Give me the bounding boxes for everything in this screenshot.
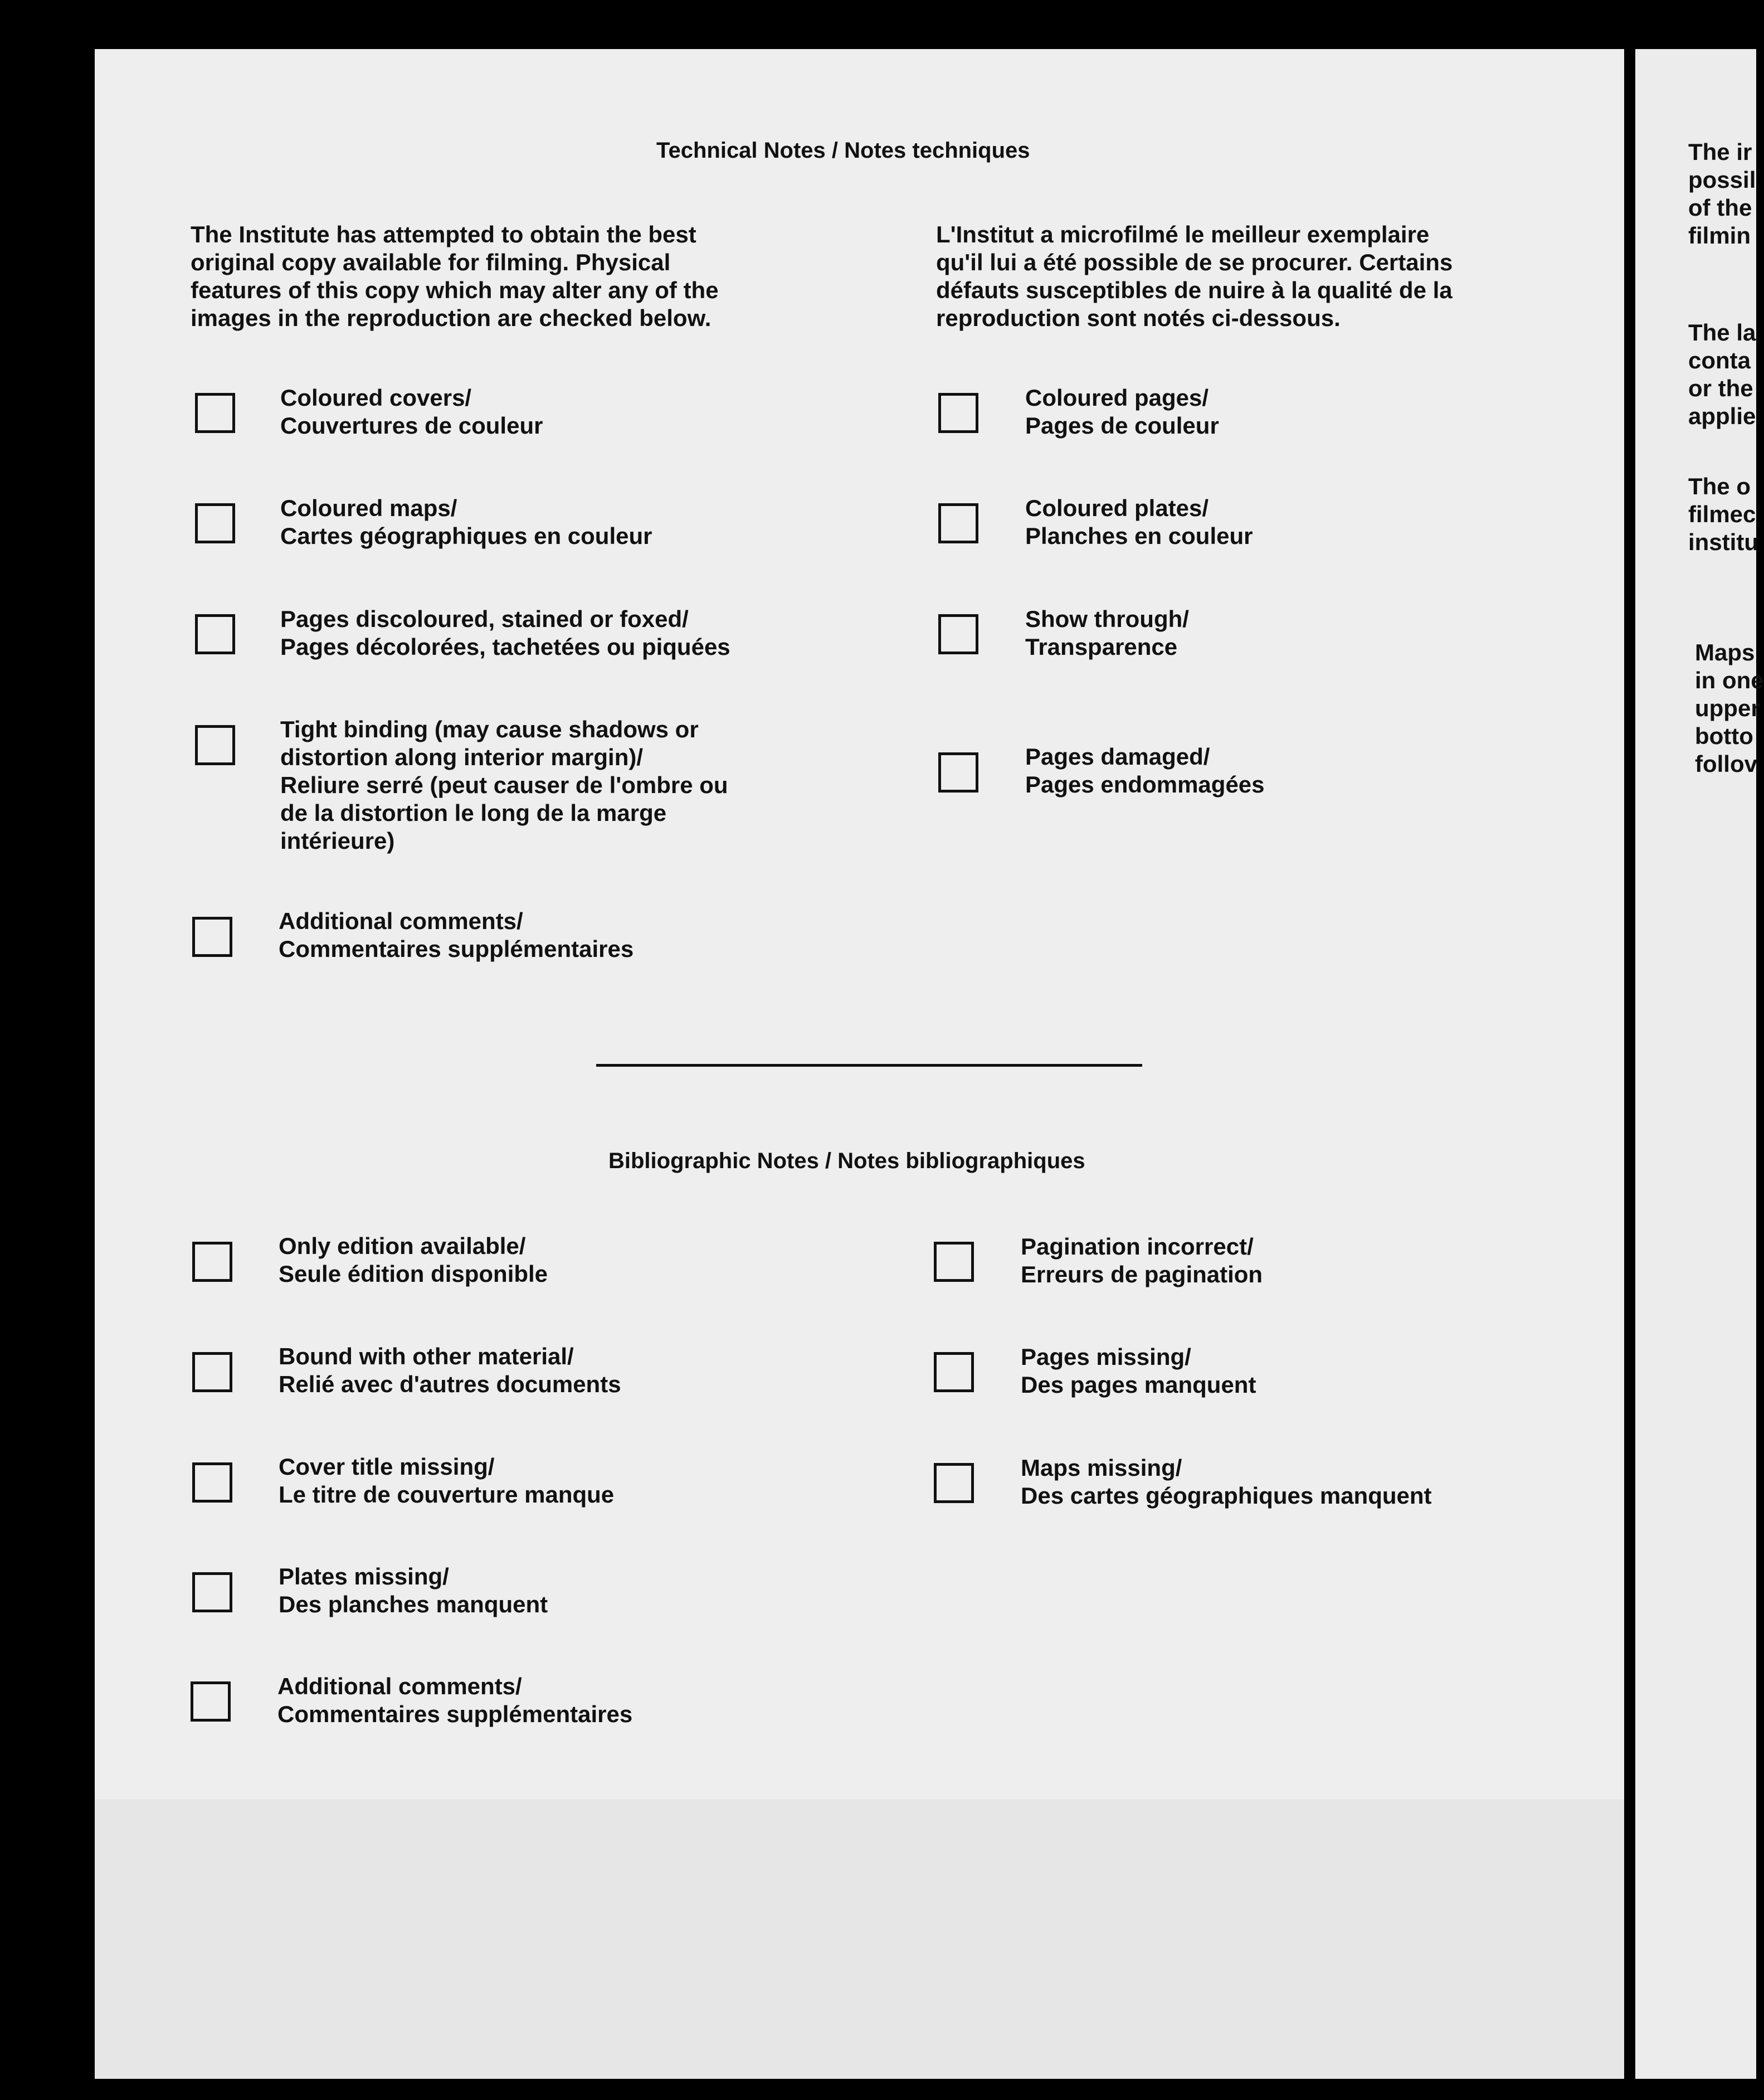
checkbox-pagination-incorrect[interactable] [934,1242,974,1282]
fragment-block-1: The ir possil of the filmin [1688,139,1756,249]
checkbox-coloured-plates[interactable] [938,503,978,543]
label-pages-discoloured: Pages discoloured, stained or foxed/ Pages décolorées, tachetées ou piquées [280,606,730,660]
technical-intro-fr: L'Institut a microfilmé le meilleur exemplaire qu'il lui a été possible de se procurer. Certains défauts susceptibles de nuire à la qualité de la reproduction sont notés ci-dessous. [936,221,1453,331]
checkbox-cover-title-missing[interactable] [192,1462,232,1503]
checkbox-coloured-maps[interactable] [195,503,235,543]
fragment-block-4: Maps in one upper botto follov [1695,639,1764,777]
adjacent-page [1635,49,1764,2079]
checkbox-pages-missing[interactable] [934,1352,974,1392]
section-divider [596,1064,1142,1067]
bibliographic-notes-title: Bibliographic Notes / Notes bibliographiques [608,1149,1085,1173]
notes-page [95,49,1624,2079]
label-additional-comments-technical: Additional comments/ Commentaires supplémentaires [279,908,634,962]
checkbox-pages-damaged[interactable] [938,752,978,793]
checkbox-pages-discoloured[interactable] [195,614,235,654]
checkbox-only-edition[interactable] [192,1242,232,1282]
label-show-through: Show through/ Transparence [1025,606,1189,660]
checkbox-show-through[interactable] [938,614,978,654]
label-tight-binding: Tight binding (may cause shadows or distortion along interior margin)/ Reliure serré (peut causer de l'ombre ou de la distortion le long de la marge intérieure) [280,716,728,854]
checkbox-additional-comments-technical[interactable] [192,917,232,957]
label-pages-damaged: Pages damaged/ Pages endommagées [1025,743,1265,798]
label-bound-with-other: Bound with other material/ Relié avec d'autres documents [279,1343,621,1397]
fragment-block-2: The la conta or the applie [1688,319,1756,429]
checkbox-maps-missing[interactable] [934,1463,974,1503]
checkbox-plates-missing[interactable] [192,1572,232,1612]
checkbox-additional-comments-bibliographic[interactable] [191,1681,231,1722]
checkbox-coloured-pages[interactable] [938,393,978,433]
label-maps-missing: Maps missing/ Des cartes géographiques manquent [1021,1455,1432,1509]
label-coloured-covers: Coloured covers/ Couvertures de couleur [280,385,543,439]
label-additional-comments-bibliographic: Additional comments/ Commentaires supplémentaires [277,1673,633,1727]
label-cover-title-missing: Cover title missing/ Le titre de couverture manque [279,1454,615,1508]
label-pagination-incorrect: Pagination incorrect/ Erreurs de pagination [1021,1233,1263,1287]
label-coloured-plates: Coloured plates/ Planches en couleur [1025,495,1253,549]
technical-notes-title: Technical Notes / Notes techniques [656,138,1030,163]
checkbox-coloured-covers[interactable] [195,393,235,433]
technical-intro-en: The Institute has attempted to obtain the best original copy available for filming. Physical features of this copy which may alter any of the images in the reproduction are checked below. [191,221,719,331]
page-bottom-band [95,1799,1624,2079]
label-coloured-maps: Coloured maps/ Cartes géographiques en couleur [280,495,652,549]
label-only-edition: Only edition available/ Seule édition disponible [279,1233,548,1287]
checkbox-bound-with-other[interactable] [192,1352,232,1392]
checkbox-tight-binding[interactable] [195,725,235,765]
fragment-block-3: The o filmec institu [1688,473,1758,555]
label-pages-missing: Pages missing/ Des pages manquent [1021,1344,1256,1398]
label-plates-missing: Plates missing/ Des planches manquent [279,1563,548,1617]
label-coloured-pages: Coloured pages/ Pages de couleur [1025,385,1219,439]
